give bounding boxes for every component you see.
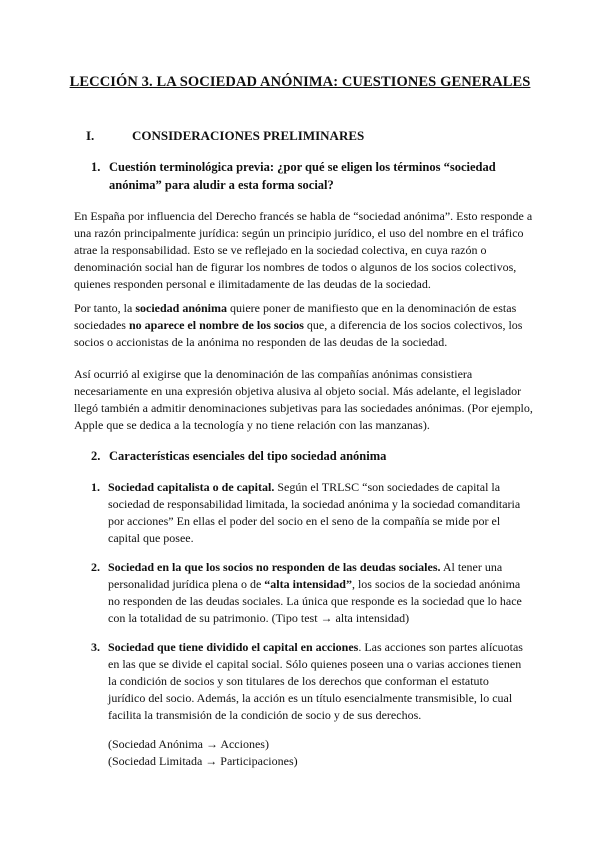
list-item-number: 2.	[91, 560, 100, 574]
list-item-bold: Sociedad que tiene dividido el capital en acciones	[108, 640, 359, 654]
section-heading	[86, 128, 364, 144]
p2-text-d: que, a diferencia de los socios colectivos, los socios o accionistas de la anónima no responden de las deudas de la sociedad.	[74, 318, 523, 349]
paragraph-1: En España por influencia del Derecho francés se habla de “sociedad anónima”. Esto responde a una razón principalmente jurídica: según un principio jurídico, el uso del nombre en el tráfico atrae la responsabilidad. Esto se ve reflejado en la sociedad colectiva, en cuya razón o denominación social han de figurar los nombres de todos o algunos de los socios colectivos, quienes responden personal e ilimitadamente de las deudas de la sociedad.	[74, 209, 533, 291]
list-item-bold: Sociedad en la que los socios no responden de las deudas sociales.	[108, 560, 441, 574]
p2-bold-1: sociedad anónima	[135, 301, 228, 315]
list-item-body	[91, 639, 529, 724]
list-item-text-2: , los socios de la sociedad anónima no responden de las deudas sociales. La única que responde es la sociedad que lo hace con la totalidad de su patrimonio. (Tipo test → alta intensidad)	[108, 577, 522, 625]
list-item-body	[91, 559, 529, 627]
list-item-1	[91, 479, 529, 547]
p2-text-a: Por tanto, la	[74, 301, 136, 315]
list-item-bold-2: “alta intensidad”	[264, 577, 352, 591]
section-title: CONSIDERACIONES PRELIMINARES	[132, 128, 365, 143]
paragraph-2	[74, 300, 536, 351]
paragraph-3: Así ocurrió al exigirse que la denominación de las compañías anónimas consistiera necesariamente en una expresión objetiva alusiva al objeto social. Más adelante, el legislador llegó también a admitir denominaciones subjetivas para las sociedades anónimas. (Por ejemplo, Apple que se dedica a la tecnología y no tiene relación con las manzanas).	[74, 367, 533, 432]
list-item-number: 1.	[91, 480, 100, 494]
list-item-text: Según el TRLSC “son sociedades de capital la sociedad de responsabilidad limitada, la sociedad anónima y la sociedad comanditaria por acciones” En ellas el poder del socio en el seno de la compañía se mide por el capital que posee.	[108, 480, 521, 545]
subsection-number: 1.	[91, 160, 101, 174]
list-item-number: 3.	[91, 640, 100, 654]
list-item-3	[91, 639, 529, 724]
subsection-heading-1	[91, 158, 521, 194]
subsection-title: Cuestión terminológica previa: ¿por qué se eligen los términos “sociedad anónima” para aludir a esta forma social?	[109, 160, 496, 192]
document-title: LECCIÓN 3. LA SOCIEDAD ANÓNIMA: CUESTIONES GENERALES	[69, 74, 531, 90]
list-item-text: Al tener una personalidad jurídica plena o de	[108, 560, 503, 591]
list-item-bold: Sociedad capitalista o de capital.	[108, 480, 275, 494]
note-1: (Sociedad Anónima → Acciones)	[108, 737, 269, 751]
p2-text-c: quiere poner de manifiesto que en la denominación de estas sociedades	[74, 301, 517, 332]
subsection-heading-2	[91, 447, 521, 465]
subsection-title: Características esenciales del tipo sociedad anónima	[109, 449, 387, 463]
note-2: (Sociedad Limitada → Participaciones)	[108, 754, 298, 768]
section-number: I.	[86, 128, 95, 143]
list-item-text: . Las acciones son partes alícuotas en las que se divide el capital social. Sólo quienes poseen una o varias acciones tienen la condición de socios y son titulares de los derechos que conforman el estatuto jurídico del socio. Además, la acción es un título esencialmente transmisible, lo cual facilita la transmisión de la condición de socio y de sus derechos.	[108, 640, 523, 722]
list-item-body	[91, 479, 529, 547]
list-item-2	[91, 559, 529, 627]
subsection-number: 2.	[91, 449, 101, 463]
p2-bold-2: no aparece el nombre de los socios	[128, 318, 304, 332]
